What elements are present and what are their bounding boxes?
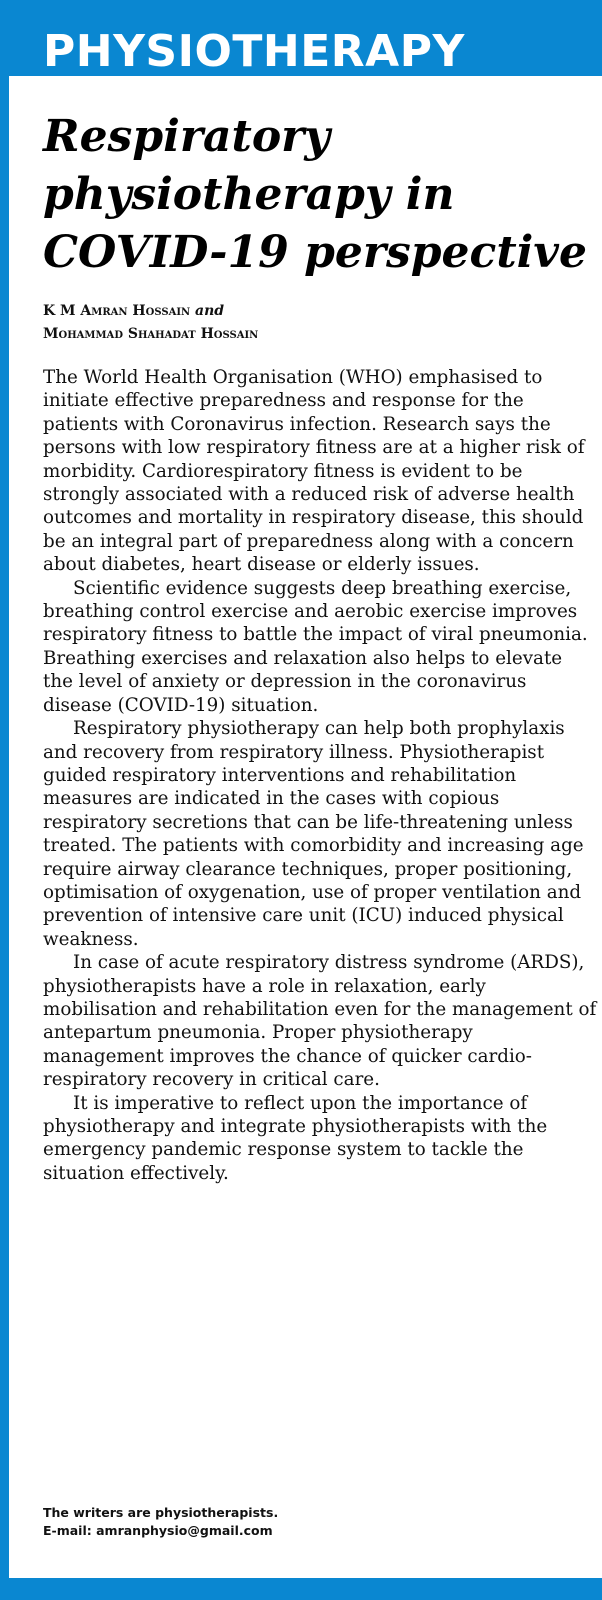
- section-label: PHYSIOTHERAPY: [43, 26, 465, 76]
- author-note-text: The writers are physiotherapists.: [43, 1505, 279, 1520]
- paragraph-1: The World Health Organisation (WHO) emphasised to initiate effective preparedness and response for the patients with Coronavirus infection. Research says the persons with low respiratory fitness are at a higher risk of morbidity. Cardiorespiratory fitness is evident to be strongly associated with a reduced risk of adverse health outcomes and mortality in respiratory disease, this should be an integral part of preparedness along with a concern about diabetes, heart disease or elderly issues.: [43, 367, 585, 576]
- article-body: [43, 366, 597, 1185]
- byline: [43, 300, 258, 346]
- section-banner: [0, 0, 602, 76]
- paragraph-2: Scientific evidence suggests deep breathing exercise, breathing control exercise and aerobic exercise improves respiratory fitness to battle the impact of viral pneumonia. Breathing exercises and relaxation also helps to elevate the level of anxiety or depression in the coronavirus disease (COVID-19) situation.: [43, 577, 588, 716]
- article-title: Respiratory physiotherapy in COVID-19 perspective: [43, 111, 587, 278]
- paragraph-5: It is imperative to reflect upon the importance of physiotherapy and integrate physiotherapists with the emergency pandemic response system to tackle the situation effectively.: [43, 1092, 548, 1184]
- author-email[interactable]: E-mail: amranphysio@gmail.com: [43, 1523, 273, 1538]
- author-first: K M Amran Hossain: [43, 303, 191, 319]
- author-second: Mohammad Shahadat Hossain: [43, 326, 259, 342]
- paragraph-4: In case of acute respiratory distress syndrome (ARDS), physiotherapists have a role in relaxation, early mobilisation and rehabilitation even for the management of antepartum pneumonia. Proper physiotherapy management improves the chance of quicker cardio-respiratory recovery in critical care.: [43, 952, 597, 1091]
- paragraph-3: Respiratory physiotherapy can help both prophylaxis and recovery from respiratory illness. Physiotherapist guided respiratory interventions and rehabilitation measures are indicated in the cases with copious respiratory secretions that can be life-threatening unless treated. The patients with comorbidity and increasing age require airway clearance techniques, proper positioning, optimisation of oxygenation, use of proper ventilation and prevention of intensive care unit (ICU) induced physical weakness.: [43, 718, 584, 950]
- author-connector: and: [195, 303, 225, 319]
- author-note: [43, 1504, 278, 1540]
